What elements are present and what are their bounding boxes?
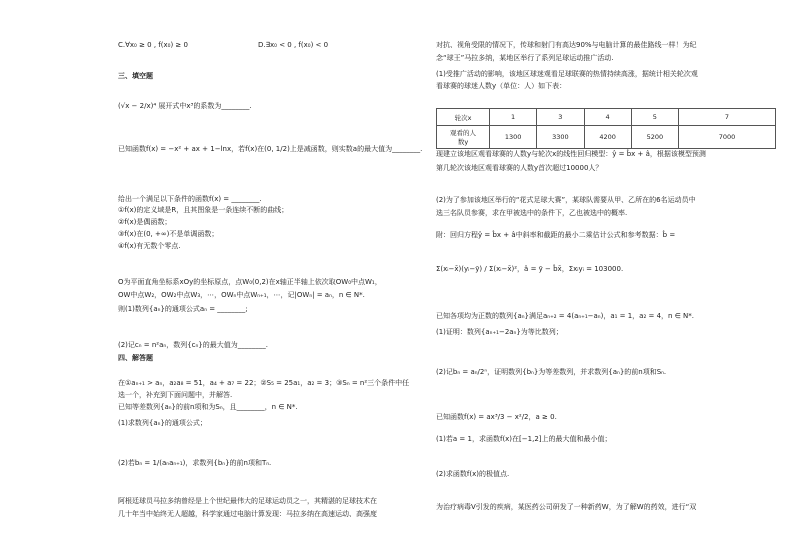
question-20-part-2: (2)求函数f(x)的极值点. <box>436 470 510 478</box>
table-cell: 1 <box>490 109 537 126</box>
question-20-part-1: (1)若a = 1，求函数f(x)在[−1,2]上的最大值和最小值； <box>436 435 612 443</box>
table-cell: 7 <box>679 109 776 126</box>
question-18-cont-1: 对抗、视角受限的情况下，传球和射门有高达90%与电脑计算的最佳路线一样！为纪 <box>436 41 697 49</box>
option-c: C.∀x₀ ≥ 0 , f(x₀) ≥ 0 <box>118 41 188 49</box>
question-16-line-a: O为平面直角坐标系xOy的坐标原点，点W₀(0,2)在x轴正半轴上依次取OW₀中点W₁， <box>118 278 382 286</box>
question-18-part-2-a: (2)为了参加该地区举行的“花式足球大赛”，某球队需要从甲、乙所在的6名运动员中 <box>436 196 696 204</box>
question-18-appendix-b: Σ(xᵢ−x̄)(yᵢ−ȳ) / Σ(xᵢ−x̄)²，â = ȳ − b̂x̄，Σxᵢyᵢ = 103000. <box>436 265 624 273</box>
question-17-line-a: 在①aₙ₊₁ > aₙ，a₂a₈ = 51，a₄ + a₇ = 22；②S₅ = 25a₁，a₂ = 3；③Sₙ = n²三个条件中任 <box>118 379 410 387</box>
table-cell: 7000 <box>679 126 776 149</box>
question-14: 已知函数f(x) = −x² + ax + 1−lnx，若f(x)在(0, 1/2)上是减函数，则实数a的最大值为________. <box>118 145 423 153</box>
table-row-x <box>437 109 776 126</box>
question-15-stem: 给出一个满足以下条件的函数f(x) = ________. <box>118 195 262 203</box>
table-cell: 4 <box>584 109 631 126</box>
question-17-line-b: 选一个，补充到下面问题中，并解答. <box>118 391 233 399</box>
question-18-line-a: 阿根廷球员马拉多纳曾经是上个世纪最伟大的足球运动员之一，其精湛的足球技术在 <box>118 497 377 505</box>
section-fill-blank: 三、填空题 <box>118 72 153 80</box>
table-cell: 4200 <box>584 126 631 149</box>
data-table <box>436 108 776 149</box>
table-header-x: 轮次x <box>437 109 490 126</box>
table-cell: 5 <box>631 109 678 126</box>
question-18-model-b: 第几轮次该地区观看球赛的人数y首次超过10000人？ <box>436 164 603 172</box>
question-18-part-2-b: 选三名队员参赛，求在甲被选中的条件下，乙也被选中的概率. <box>436 209 628 217</box>
question-18-part-1-a: (1)受推广活动的影响，该地区球迷观看足球联赛的热情持续高涨，据统计相关轮次观 <box>436 70 698 78</box>
section-answer: 四、解答题 <box>118 354 153 362</box>
question-15-cond-4: ④f(x)有无数个零点. <box>118 242 181 250</box>
question-15-cond-3: ③f(x)在(0, +∞)不是单调函数； <box>118 230 219 238</box>
table-header-y: 观看的人 数y <box>437 126 490 149</box>
question-15-cond-2: ②f(x)是偶函数； <box>118 218 172 226</box>
table-row-y <box>437 126 776 149</box>
question-20-stem: 已知函数f(x) = ax³/3 − x²/2，a ≥ 0. <box>436 413 557 421</box>
option-d: D.∃x₀ < 0 , f(x₀) < 0 <box>258 41 329 49</box>
question-13: (√x − 2/x)⁴ 展开式中x³的系数为________. <box>118 102 252 110</box>
question-18-part-1-b: 看球赛的球迷人数y（单位：人）如下表： <box>436 82 567 90</box>
question-16-line-c: 则(1)数列{aₙ}的通项公式aₙ = ________; <box>118 305 248 313</box>
table-cell: 3300 <box>537 126 584 149</box>
question-18-cont-2: 念“球王”马拉多纳，某地区举行了系列足球运动推广活动. <box>436 54 614 62</box>
question-21-stem: 为治疗病毒V引发的疾病，某医药公司研发了一种新药W，为了解W的药效，进行“双 <box>436 503 697 511</box>
question-18-model-a: 现建立该地区观看球赛的人数y与轮次x的线性回归模型：ŷ = b̂x + â，根据该模型预测 <box>436 150 706 158</box>
table-cell: 3 <box>537 109 584 126</box>
question-18-line-b: 几十年当中始终无人超越，科学家通过电脑计算发现：马拉多纳在高速运动、高强度 <box>118 510 377 518</box>
question-17-part-2: (2)若bₙ = 1/(aₙaₙ₊₁)，求数列{bₙ}的前n项和Tₙ. <box>118 459 272 467</box>
question-18-appendix-a: 附：回归方程ŷ = b̂x + â中斜率和截距的最小二乘估计公式和参考数据：b̂ = <box>436 231 676 239</box>
table-cell: 5200 <box>631 126 678 149</box>
table-cell: 1300 <box>490 126 537 149</box>
question-19-stem: 已知各项均为正数的数列{aₙ}满足aₙ₊₂ = 4(aₙ₊₁−aₙ)，a₁ = 1，a₂ = 4，n ∈ N*. <box>436 312 694 320</box>
question-19-part-1: (1)证明：数列{aₙ₊₁−2aₙ}为等比数列； <box>436 328 563 336</box>
question-17-line-c: 已知等差数列{aₙ}的前n项和为Sₙ，且________，n ∈ N*. <box>118 403 298 411</box>
question-19-part-2: (2)记bₙ = aₙ/2ⁿ，证明数列{bₙ}为等差数列，并求数列{aₙ}的前n项和Sₙ. <box>436 368 667 376</box>
question-16-line-d: (2)记cₙ = n²aₙ，数列{cₙ}的最大值为________. <box>118 341 268 349</box>
question-17-part-1: (1)求数列{aₙ}的通项公式； <box>118 419 207 427</box>
question-16-line-b: OW中点W₂，OW₂中点W₃，⋯，OWₙ中点Wₙ₊₁，⋯，记|OWₙ| = aₙ，n ∈ N*. <box>118 291 365 299</box>
question-15-cond-1: ①f(x)的定义域是R，且其图象是一条连续不断的曲线； <box>118 206 289 214</box>
